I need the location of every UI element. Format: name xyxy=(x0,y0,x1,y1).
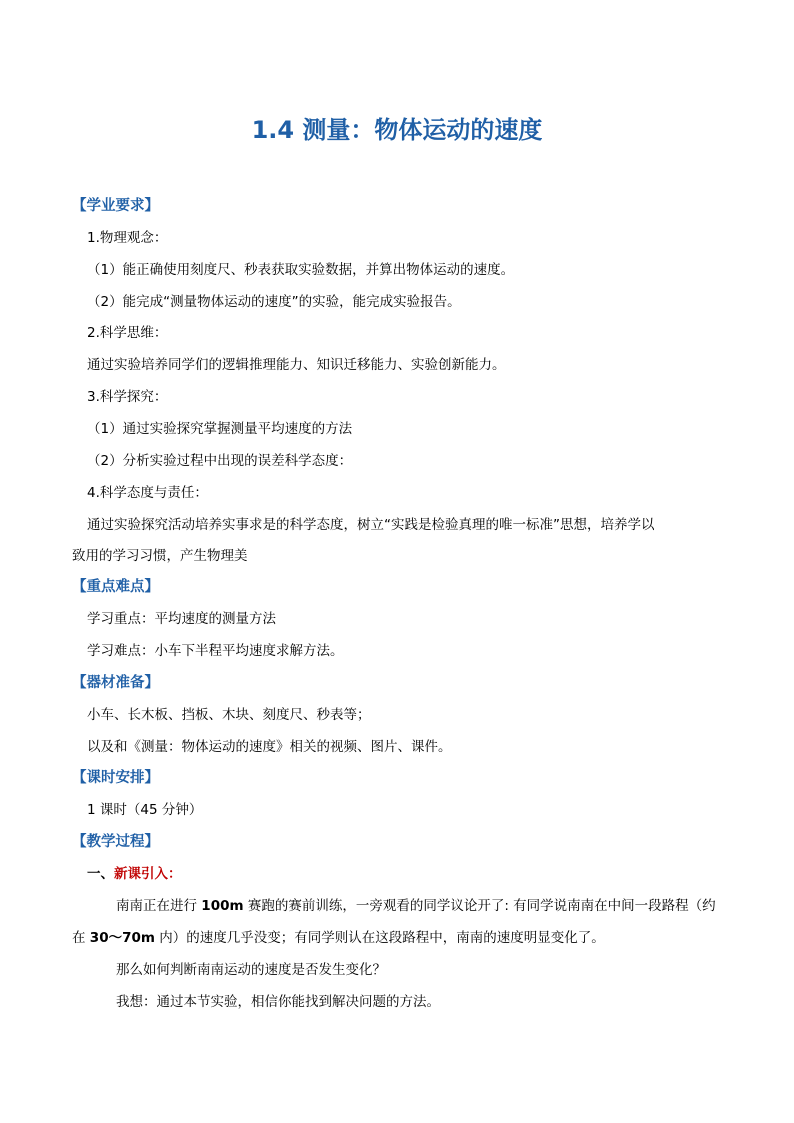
intro-idea: 我想：通过本节实验，相信你能找到解决问题的方法。 xyxy=(116,994,440,1010)
intro-paragraph-line-2 xyxy=(72,928,605,948)
key-point-difficulty: 学习难点：小车下半程平均速度求解方法。 xyxy=(87,643,344,659)
schedule-line-1: 1 课时（45 分钟） xyxy=(87,802,203,818)
science-inquiry-heading: 3.科学探究： xyxy=(87,389,168,405)
process-step-1 xyxy=(87,864,182,884)
physics-concept-item-2: （2）能完成“测量物体运动的速度”的实验，能完成实验报告。 xyxy=(87,294,461,310)
process-step-label: 新课引入： xyxy=(114,866,182,882)
intro-distance: 100m xyxy=(201,898,244,914)
section-heading-process: 【教学过程】 xyxy=(72,834,159,850)
key-point-focus: 学习重点：平均速度的测量方法 xyxy=(87,611,276,627)
materials-line-2: 以及和《测量：物体运动的速度》相关的视频、图片、课件。 xyxy=(87,739,452,755)
section-heading-requirements: 【学业要求】 xyxy=(72,198,159,214)
page-title: 1.4 测量：物体运动的速度 xyxy=(251,116,543,144)
section-heading-materials: 【器材准备】 xyxy=(72,675,159,691)
intro-text: 南南正在进行 xyxy=(116,898,202,914)
science-inquiry-item-1: （1）通过实验探究掌握测量平均速度的方法 xyxy=(87,421,353,437)
science-thinking-text: 通过实验培养同学们的逻辑推理能力、知识迁移能力、实验创新能力。 xyxy=(87,357,506,373)
science-inquiry-item-2: （2）分析实验过程中出现的误差科学态度： xyxy=(87,453,353,469)
intro-paragraph-line-1 xyxy=(116,896,716,916)
intro-question: 那么如何判断南南运动的速度是否发生变化？ xyxy=(116,962,386,978)
physics-concept-heading: 1.物理观念： xyxy=(87,230,168,246)
intro-text: 内）的速度几乎没变；有同学则认在这段路程中，南南的速度明显变化了。 xyxy=(154,930,605,946)
physics-concept-item-1: （1）能正确使用刻度尺、秒表获取实验数据，并算出物体运动的速度。 xyxy=(87,262,515,278)
science-thinking-heading: 2.科学思维： xyxy=(87,325,168,341)
intro-range: 30～70m xyxy=(89,930,155,946)
process-step-prefix: 一、 xyxy=(87,866,114,882)
section-heading-key-points: 【重点难点】 xyxy=(72,579,159,595)
section-heading-schedule: 【课时安排】 xyxy=(72,770,159,786)
attitude-heading: 4.科学态度与责任： xyxy=(87,485,208,501)
attitude-text-line-2: 致用的学习习惯，产生物理美 xyxy=(72,548,248,564)
materials-line-1: 小车、长木板、挡板、木块、刻度尺、秒表等； xyxy=(87,707,371,723)
attitude-text-line-1: 通过实验探究活动培养实事求是的科学态度，树立“实践是检验真理的唯一标准”思想，培养学以 xyxy=(87,517,655,533)
intro-text: 在 xyxy=(72,930,90,946)
intro-text: 赛跑的赛前训练，一旁观看的同学议论开了: 有同学说南南在中间一段路程（约 xyxy=(243,898,716,914)
